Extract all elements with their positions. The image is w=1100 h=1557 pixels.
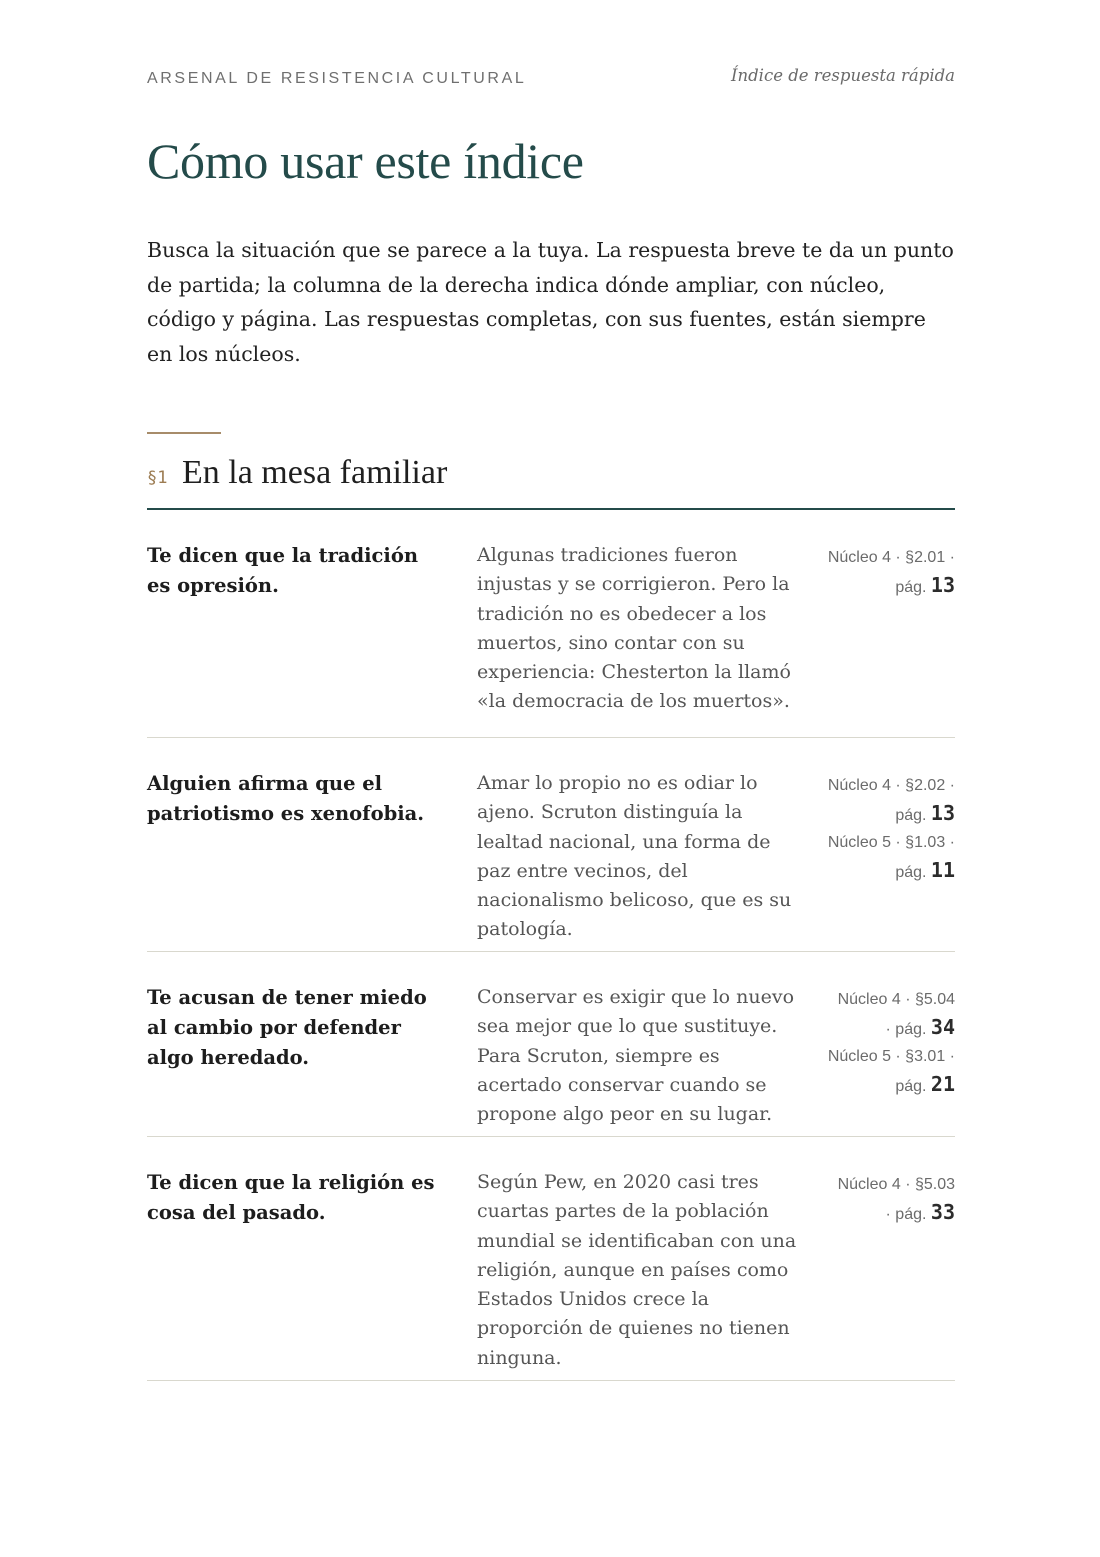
- entry-answer: Según Pew, en 2020 casi tres cuartas partes de la población mundial se identificaban con una religión, aunque en países como Estados Unidos crece la proporción de quienes no tienen ninguna.: [477, 1171, 797, 1369]
- running-title: Índice de respuesta rápida: [730, 66, 955, 85]
- page-number: 13: [930, 572, 955, 597]
- page-label: pág.: [895, 806, 927, 824]
- entry-situation: Te dicen que la tradición es opresión.: [147, 544, 419, 597]
- entry-answer: Amar lo propio no es odiar lo ajeno. Scruton distinguía la lealtad nacional, una forma de paz entre vecinos, del nacionalismo belicoso, que es su patología.: [477, 772, 792, 941]
- page-number: 13: [930, 800, 955, 825]
- entry-row: [147, 952, 955, 1137]
- reference-page: [815, 1199, 955, 1229]
- entry-references: [815, 772, 955, 886]
- reference-location: Núcleo 5 · §3.01 ·: [827, 1048, 955, 1065]
- reference-location: Núcleo 4 · §2.02 ·: [827, 777, 955, 794]
- reference-location: Núcleo 4 · §5.03: [837, 1176, 955, 1193]
- entry-row: [147, 1137, 955, 1381]
- page-number: 21: [930, 1071, 955, 1096]
- section-header: [147, 454, 955, 510]
- page-label: pág.: [895, 578, 927, 596]
- entry-row: [147, 510, 955, 738]
- section-divider: [147, 432, 221, 434]
- page-label: pág.: [895, 1077, 927, 1095]
- reference-page: [815, 857, 955, 887]
- page-number: 33: [930, 1199, 955, 1224]
- entry-answer: Algunas tradiciones fueron injustas y se corrigieron. Pero la tradición no es obedecer a los muertos, sino contar con su experiencia: Chesterton la llamó «la democracia de los muertos».: [477, 544, 791, 713]
- reference-page: [815, 1014, 955, 1044]
- entry-references: [815, 986, 955, 1100]
- section-title: En la mesa familiar: [182, 454, 448, 491]
- entry-situation: Te acusan de tener miedo al cambio por defender algo heredado.: [147, 986, 427, 1069]
- entry-situation: Te dicen que la religión es cosa del pasado.: [147, 1171, 435, 1224]
- brand-label: ARSENAL DE RESISTENCIA CULTURAL: [147, 70, 527, 87]
- entry-references: [815, 544, 955, 601]
- page-number: 34: [930, 1014, 955, 1039]
- page-label: · pág.: [885, 1020, 927, 1038]
- intro-paragraph: Busca la situación que se parece a la tuya. La respuesta breve te da un punto de partida; la columna de la derecha indica dónde ampliar, con núcleo, código y página. Las respuestas completas, con sus fuentes, están siempre en los núcleos.: [147, 238, 954, 366]
- reference-location: Núcleo 4 · §2.01 ·: [827, 549, 955, 566]
- entry-references: [815, 1171, 955, 1228]
- page-label: · pág.: [885, 1205, 927, 1223]
- entry-answer: Conservar es exigir que lo nuevo sea mejor que lo que sustituye. Para Scruton, siempre es acertado conservar cuando se propone algo peor en su lugar.: [477, 986, 795, 1126]
- reference-location: Núcleo 4 · §5.04: [837, 991, 955, 1008]
- entry-row: [147, 738, 955, 952]
- page-title: Cómo usar este índice: [147, 133, 584, 189]
- reference-page: [815, 800, 955, 830]
- reference-page: [815, 572, 955, 602]
- page-number: 11: [930, 857, 955, 882]
- page: [147, 0, 955, 1557]
- entry-list: [147, 510, 955, 1381]
- entry-situation: Alguien afirma que el patriotismo es xenofobia.: [147, 772, 425, 825]
- reference-page: [815, 1071, 955, 1101]
- reference-location: Núcleo 5 · §1.03 ·: [827, 834, 955, 851]
- section-number: §1: [147, 468, 168, 488]
- page-label: pág.: [895, 863, 927, 881]
- running-header: [147, 64, 955, 94]
